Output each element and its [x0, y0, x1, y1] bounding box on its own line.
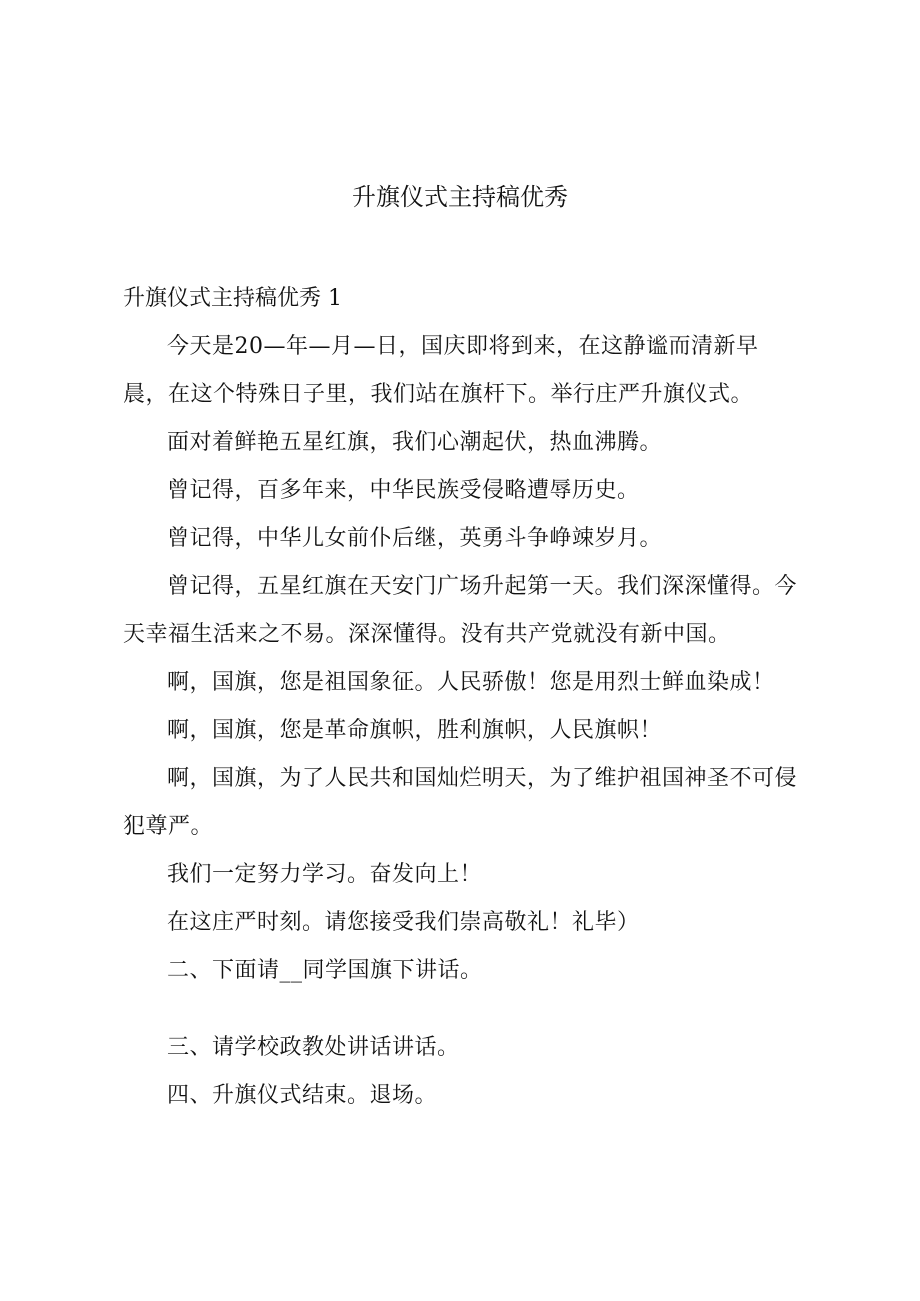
- section-heading: 升旗仪式主持稿优秀 1: [123, 286, 342, 311]
- paragraph: 面对着鲜艳五星红旗，我们心潮起伏，热血沸腾。: [167, 430, 663, 455]
- paragraph: 在这庄严时刻。请您接受我们崇高敬礼！礼毕）: [167, 910, 640, 935]
- paragraph: 三、请学校政教处讲话讲话。: [167, 1035, 460, 1060]
- paragraph: 曾记得，五星红旗在天安门广场升起第一天。我们深深懂得。今天幸福生活来之不易。深深懂得。没有共产党就没有新中国。: [123, 574, 798, 647]
- paragraph: 曾记得，中华儿女前仆后继，英勇斗争峥竦岁月。: [167, 526, 663, 551]
- body-text-block: [123, 323, 803, 995]
- document-title: 升旗仪式主持稿优秀: [352, 183, 568, 211]
- paragraph: 曾记得，百多年来，中华民族受侵略遭辱历史。: [167, 478, 640, 503]
- closing-text-block: [123, 1024, 803, 1120]
- paragraph: 二、下面请__同学国旗下讲话。: [167, 958, 483, 983]
- paragraph: 我们一定努力学习。奋发向上！: [167, 862, 483, 887]
- paragraph: 啊，国旗，您是祖国象征。人民骄傲！您是用烈士鲜血染成！: [167, 670, 775, 695]
- paragraph: 啊，国旗，您是革命旗帜，胜利旗帜，人民旗帜！: [167, 718, 663, 743]
- paragraph: 啊，国旗，为了人民共和国灿烂明天，为了维护祖国神圣不可侵犯尊严。: [123, 766, 798, 839]
- paragraph: 今天是20—年—月—日，国庆即将到来，在这静谧而清新早晨，在这个特殊日子里，我们站在旗杆下。举行庄严升旗仪式。: [123, 334, 759, 407]
- paragraph: 四、升旗仪式结束。退场。: [167, 1083, 438, 1108]
